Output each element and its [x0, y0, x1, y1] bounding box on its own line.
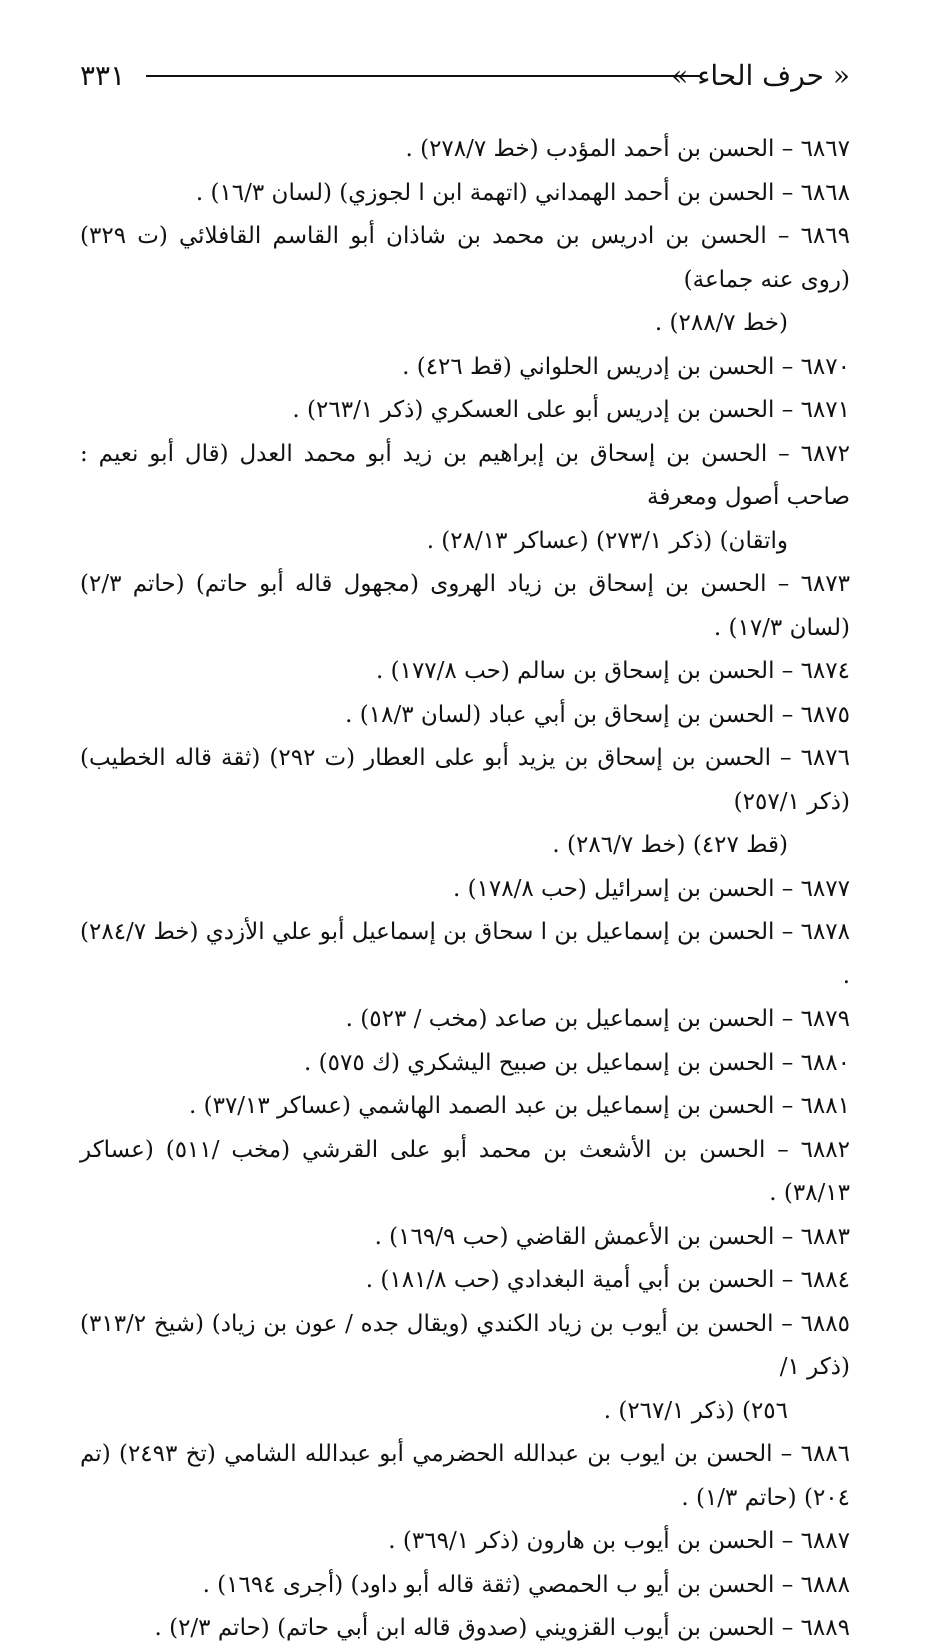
entry-item: [80, 1216, 850, 1260]
entry-text: الحسن بن الأشعث بن محمد أبو على القرشي (مخب /٥١١) (عساكر ٣٨/١٣) .: [80, 1136, 850, 1206]
header-rule: [146, 75, 700, 77]
entry-dash: –: [774, 353, 801, 380]
entry-text: الحسن بن أيوب بن زياد الكندي (ويقال جده / عون بن زياد) (شيخ ٣١٣/٢) (ذكر ١/: [80, 1310, 850, 1380]
entry-dash: –: [774, 397, 801, 423]
entry-text: الحسن بن الأعمش القاضي (حب ١٦٩/٩) .: [374, 1223, 775, 1250]
entry-dash: –: [766, 571, 801, 597]
entry-number: ٦٨٧٩: [800, 1006, 850, 1032]
entry-dash: –: [774, 1093, 801, 1119]
entry-number: ٦٨٧٣: [800, 571, 850, 597]
entry-text: الحسن بن إسماعيل بن صبيح اليشكري (ك ٥٧٥) .: [304, 1049, 775, 1076]
entry-text: الحسن بن إسماعيل بن ا سحاق بن إسماعيل أبو علي الأزدي (خط ٢٨٤/٧) .: [80, 919, 850, 989]
entry-dash: –: [767, 440, 801, 467]
entry-item: [80, 1520, 850, 1564]
entry-text: الحسن بن إسحاق بن زياد الهروى (مجهول قاله أبو حاتم) (حاتم ٢/٣) (لسان ١٧/٣) .: [80, 571, 850, 641]
entry-dash: –: [774, 701, 801, 728]
entry-text: الحسن بن إدريس الحلواني (قط ٤٢٦) .: [402, 353, 775, 380]
entry-item: [80, 1259, 850, 1303]
entry-number: ٦٨٨٦: [800, 1441, 851, 1467]
entry-number: ٦٨٨٩: [800, 1615, 850, 1641]
entry-number: ٦٨٧٨: [800, 919, 851, 945]
entry-number: ٦٨٨٢: [800, 1136, 850, 1163]
entry-item: [80, 433, 850, 564]
entry-dash: –: [774, 1267, 801, 1293]
entry-dash: –: [774, 1528, 801, 1554]
entry-text: الحسن بن أحمد الهمداني (اتهمة ابن ا لجوزي) (لسان ١٦/٣) .: [195, 179, 775, 206]
entry-text: الحسن بن إسحاق بن سالم (حب ١٧٧/٨) .: [375, 658, 775, 684]
entry-text: الحسن بن إسرائيل (حب ١٧٨/٨) .: [452, 875, 775, 902]
entry-text: الحسن بن أبي أمية البغدادي (حب ١٨١/٨) .: [365, 1267, 775, 1293]
entry-dash: –: [774, 1615, 801, 1641]
entry-number: ٦٨٨٥: [800, 1310, 850, 1337]
entry-number: ٦٨٧٦: [800, 745, 850, 771]
entry-list: [80, 128, 850, 1651]
entry-item: [80, 1129, 850, 1216]
entry-continuation: (خط ٢٨٨/٧) .: [654, 310, 788, 336]
entry-dash: –: [774, 875, 801, 902]
page-number: ٣٣١: [80, 59, 126, 92]
entry-text: الحسن بن إسماعيل بن عبد الصمد الهاشمي (عساكر ٣٧/١٣) .: [188, 1093, 775, 1119]
entry-item: [80, 1564, 850, 1608]
entry-number: ٦٨٧٧: [800, 875, 850, 902]
entry-dash: –: [766, 223, 801, 249]
entry-continuation: (قط ٤٢٧) (خط ٢٨٦/٧) .: [552, 832, 788, 858]
entry-dash: –: [774, 1006, 801, 1032]
entry-number: ٦٨٧١: [800, 397, 850, 423]
entry-number: ٦٨٧٤: [800, 658, 850, 684]
entry-item: [80, 346, 850, 390]
entry-text: الحسن بن أيو ب الحمصي (ثقة قاله أبو داود) (أجرى ١٦٩٤) .: [202, 1571, 775, 1598]
entry-number: ٦٨٨٧: [800, 1528, 850, 1554]
entry-text: الحسن بن أيوب القزويني (صدوق قاله ابن أبي حاتم) (حاتم ٢/٣) .: [154, 1615, 775, 1641]
entry-number: ٦٨٦٨: [800, 179, 850, 206]
entry-dash: –: [774, 1571, 801, 1598]
entry-text: الحسن بن إسماعيل بن صاعد (مخب / ٥٢٣) .: [345, 1006, 775, 1032]
entry-number: ٦٨٨٤: [800, 1267, 850, 1293]
entry-number: ٦٨٨٣: [800, 1223, 850, 1250]
entry-item: [80, 1607, 850, 1651]
entry-dash: –: [771, 745, 801, 771]
entry-text: الحسن بن إسحاق بن أبي عباد (لسان ١٨/٣) .: [345, 701, 775, 728]
entry-number: ٦٨٨١: [800, 1093, 850, 1119]
entry-number: ٦٨٧٢: [800, 440, 851, 467]
entry-item: [80, 694, 850, 738]
entry-dash: –: [765, 1136, 801, 1163]
entry-item: [80, 911, 850, 998]
entry-item: [80, 389, 850, 433]
entry-dash: –: [774, 179, 801, 206]
entry-item: [80, 868, 850, 912]
entry-number: ٦٨٧٠: [800, 353, 850, 380]
running-title: « حرف الحاء »: [671, 59, 850, 92]
entry-continuation: ٢٥٦) (ذكر ٢٦٧/١) .: [603, 1397, 788, 1424]
entry-item: [80, 998, 850, 1042]
entry-text: الحسن بن أحمد المؤدب (خط ٢٧٨/٧) .: [405, 136, 775, 162]
entry-text: الحسن بن إسحاق بن يزيد أبو على العطار (ت ٢٩٢) (ثقة قاله الخطيب) (ذكر ٢٥٧/١): [80, 745, 850, 815]
entry-text: الحسن بن ادريس بن محمد بن شاذان أبو القاسم القافلائي (ت ٣٢٩) (روى عنه جماعة): [80, 223, 850, 293]
entry-item: [80, 1042, 850, 1086]
entry-continuation: واتقان) (ذكر ٢٧٣/١) (عساكر ٢٨/١٣) .: [426, 527, 788, 554]
entry-dash: –: [774, 136, 801, 162]
entry-text: الحسن بن إسحاق بن إبراهيم بن زيد أبو محمد العدل (قال أبو نعيم : صاحب أصول ومعرفة: [80, 440, 850, 510]
entry-item: [80, 563, 850, 650]
entry-number: ٦٨٨٠: [800, 1049, 850, 1076]
entry-item: [80, 1085, 850, 1129]
entry-item: [80, 737, 850, 868]
entry-item: [80, 172, 850, 216]
entry-item: [80, 128, 850, 172]
entry-text: الحسن بن إدريس أبو على العسكري (ذكر ٢٦٣/١) .: [292, 397, 775, 423]
entry-dash: –: [774, 1223, 801, 1250]
entry-text: الحسن بن ايوب بن عبدالله الحضرمي أبو عبدالله الشامي (تخ ٢٤٩٣) (تم ٢٠٤) (حاتم ١/٣) .: [80, 1441, 850, 1511]
entry-dash: –: [772, 1441, 801, 1467]
entry-text: الحسن بن أيوب بن هارون (ذكر ٣٦٩/١) .: [388, 1528, 775, 1554]
entry-number: ٦٨٨٨: [800, 1571, 850, 1598]
entry-item: [80, 650, 850, 694]
entry-dash: –: [774, 1049, 801, 1076]
entry-number: ٦٨٧٥: [800, 701, 850, 728]
entry-dash: –: [773, 1310, 801, 1337]
entry-item: [80, 1303, 850, 1434]
entry-dash: –: [774, 658, 801, 684]
entry-dash: –: [774, 919, 801, 945]
entry-item: [80, 215, 850, 346]
entry-number: ٦٨٦٩: [800, 223, 850, 249]
entry-number: ٦٨٦٧: [800, 136, 850, 162]
entry-item: [80, 1433, 850, 1520]
page-header: [80, 56, 850, 96]
